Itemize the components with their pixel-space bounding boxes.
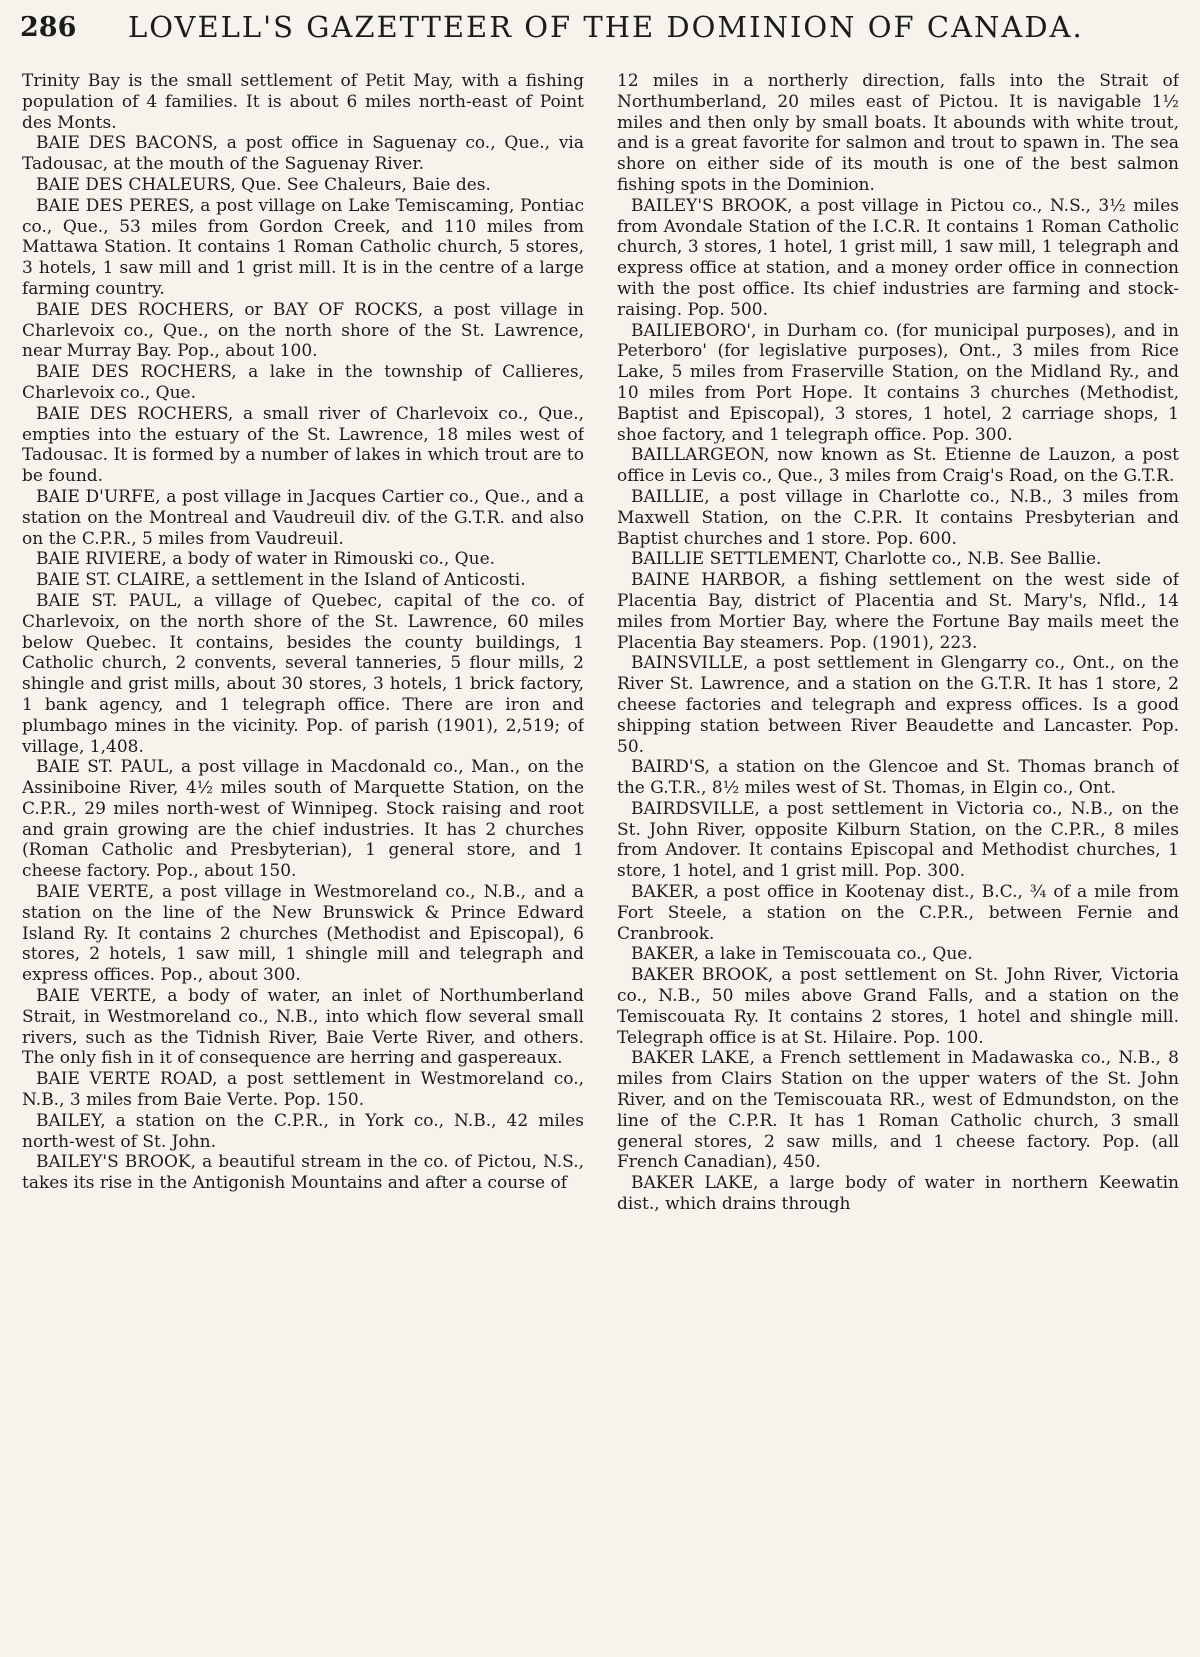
entry-paragraph: BAIE ST. CLAIRE, a settlement in the Island of Anticosti.	[36, 570, 526, 591]
page-number: 286	[20, 12, 77, 43]
entry-paragraph: BAIE DES ROCHERS, or BAY OF ROCKS, a post village in Charlevoix co., Que., on the north shore of the St. Lawrence, near Murray Bay. Pop., about 100.	[22, 299, 584, 362]
entry-paragraph: BAILEY'S BROOK, a beautiful stream in the co. of Pictou, N.S., takes its rise in the Antigonish Mountains and after a course of	[22, 1152, 584, 1194]
entry-paragraph: BAIE VERTE ROAD, a post settlement in Westmoreland co., N.B., 3 miles from Baie Verte. Pop. 150.	[22, 1069, 584, 1111]
entry-paragraph: BAILLIE SETTLEMENT, Charlotte co., N.B. See Ballie.	[631, 549, 1102, 570]
entry-paragraph: BAIE VERTE, a body of water, an inlet of Northumberland Strait, in Westmoreland co., N.B., into which flow several small rivers, such as the Tidnish River, Baie Verte River, and others. The only fish in it of consequence are herring and gaspereaux.	[22, 986, 584, 1069]
entry-paragraph: BAKER, a lake in Temiscouata co., Que.	[631, 944, 973, 965]
entry-paragraph: BAILEY'S BROOK, a post village in Pictou co., N.S., 3½ miles from Avondale Station of the I.C.R. It contains 1 Roman Catholic church, 3 stores, 1 hotel, 1 grist mill, 1 saw mill, 1 telegraph and express office at station, and a money order office in connection with the post office. Its chief industries are farming and stock-raising. Pop. 500.	[617, 195, 1179, 320]
entry-paragraph: BAIE DES ROCHERS, a small river of Charlevoix co., Que., empties into the estuary of the St. Lawrence, 18 miles west of Tadousac. It is formed by a number of lakes in which trout are to be found.	[22, 403, 584, 487]
entry-paragraph: BAILLARGEON, now known as St. Etienne de Lauzon, a post office in Levis co., Que., 3 miles from Craig's Road, on the G.T.R.	[617, 445, 1179, 487]
entry-paragraph: BAIE DES PERES, a post village on Lake Temiscaming, Pontiac co., Que., 53 miles from Gordon Creek, and 110 miles from Mattawa Station. It contains 1 Roman Catholic church, 5 stores, 3 hotels, 1 saw mill and 1 grist mill. It is in the centre of a large farming country.	[22, 195, 584, 299]
entry-paragraph: BAILEY, a station on the C.P.R., in York co., N.B., 42 miles north-west of St. John.	[22, 1110, 584, 1152]
entry-paragraph: BAILLIE, a post village in Charlotte co., N.B., 3 miles from Maxwell Station, on the C.P.R. It contains Presbyterian and Baptist churches and 1 store. Pop. 600.	[617, 486, 1179, 549]
page-header	[0, 6, 1200, 56]
entry-paragraph: BAKER LAKE, a French settlement in Madawaska co., N.B., 8 miles from Clairs Station on the upper waters of the St. John River, and on the Temiscouata RR., west of Edmundston, on the line of the C.P.R. It has 1 Roman Catholic church, 3 small general stores, 2 saw mills, and 1 cheese factory. Pop. (all French Canadian), 450.	[617, 1048, 1179, 1173]
running-title: LOVELL'S GAZETTEER OF THE DOMINION OF CANADA.	[128, 10, 1084, 44]
entry-paragraph: BAIE D'URFE, a post village in Jacques Cartier co., Que., and a station on the Montreal and Vaudreuil div. of the G.T.R. and also on the C.P.R., 5 miles from Vaudreuil.	[22, 486, 584, 549]
entry-paragraph: BAIE VERTE, a post village in Westmoreland co., N.B., and a station on the line of the New Brunswick & Prince Edward Island Ry. It contains 2 churches (Methodist and Episcopal), 6 stores, 2 hotels, 1 saw mill, 1 shingle mill and telegraph and express offices. Pop., about 300.	[22, 882, 584, 986]
right-column	[617, 71, 1179, 1651]
entry-paragraph: BAKER BROOK, a post settlement on St. John River, Victoria co., N.B., 50 miles above Grand Falls, and a station on the Temiscouata Ry. It contains 2 stores, 1 hotel and shingle mill. Telegraph office is at St. Hilaire. Pop. 100.	[617, 965, 1179, 1048]
entry-paragraph: BAIE ST. PAUL, a village of Quebec, capital of the co. of Charlevoix, on the north shore of the St. Lawrence, 60 miles below Quebec. It contains, besides the county buildings, 1 Catholic church, 2 convents, several tanneries, 5 flour mills, 2 shingle and grist mills, about 30 stores, 3 hotels, 1 brick factory, 1 bank agency, and 1 telegraph office. There are iron and plumbago mines in the vicinity. Pop. of parish (1901), 2,519; of village, 1,408.	[22, 590, 584, 757]
entry-paragraph: BAIE DES ROCHERS, a lake in the township of Callieres, Charlevoix co., Que.	[22, 362, 584, 403]
entry-paragraph: 12 miles in a northerly direction, falls into the Strait of Northumberland, 20 miles east of Pictou. It is navigable 1½ miles and then only by small boats. It abounds with white trout, and is a great favorite for salmon and trout to spawn in. The sea shore on either side of its mouth is one of the best salmon fishing spots in the Dominion.	[617, 71, 1179, 195]
entry-paragraph: BAILIEBORO', in Durham co. (for municipal purposes), and in Peterboro' (for legislative purposes), Ont., 3 miles from Rice Lake, 5 miles from Fraserville Station, on the Midland Ry., and 10 miles from Port Hope. It contains 3 churches (Methodist, Baptist and Episcopal), 3 stores, 1 hotel, 2 carriage shops, 1 shoe factory, and 1 telegraph office. Pop. 300.	[617, 320, 1179, 445]
entry-paragraph: BAIRDSVILLE, a post settlement in Victoria co., N.B., on the St. John River, opposite Kilburn Station, on the C.P.R., 8 miles from Andover. It contains Episcopal and Methodist churches, 1 store, 1 hotel, and 1 grist mill. Pop. 300.	[617, 798, 1179, 882]
entry-paragraph: BAIE DES BACONS, a post office in Saguenay co., Que., via Tadousac, at the mouth of the Saguenay River.	[22, 133, 584, 175]
entry-paragraph: Trinity Bay is the small settlement of Petit May, with a fishing population of 4 families. It is about 6 miles north-east of Point des Monts.	[22, 71, 584, 133]
entry-paragraph: BAKER LAKE, a large body of water in northern Keewatin dist., which drains through	[617, 1173, 1179, 1215]
entry-paragraph: BAIRD'S, a station on the Glencoe and St. Thomas branch of the G.T.R., 8½ miles west of St. Thomas, in Elgin co., Ont.	[617, 757, 1179, 799]
entry-paragraph: BAIE RIVIERE, a body of water in Rimouski co., Que.	[36, 549, 496, 570]
entry-paragraph: BAINSVILLE, a post settlement in Glengarry co., Ont., on the River St. Lawrence, and a station on the G.T.R. It has 1 store, 2 cheese factories and telegraph and express offices. Is a good shipping station between River Beaudette and Lancaster. Pop. 50.	[617, 653, 1179, 757]
entry-paragraph: BAIE DES CHALEURS, Que. See Chaleurs, Baie des.	[36, 174, 491, 195]
left-column	[22, 71, 584, 1651]
entry-paragraph: BAINE HARBOR, a fishing settlement on the west side of Placentia Bay, district of Placentia and St. Mary's, Nfld., 14 miles from Mortier Bay, where the Fortune Bay mails meet the Placentia Bay steamers. Pop. (1901), 223.	[617, 570, 1179, 653]
entry-paragraph: BAIE ST. PAUL, a post village in Macdonald co., Man., on the Assiniboine River, 4½ miles south of Marquette Station, on the C.P.R., 29 miles north-west of Winnipeg. Stock raising and root and grain growing are the chief industries. It has 2 churches (Roman Catholic and Presbyterian), 1 general store, and 1 cheese factory. Pop., about 150.	[22, 757, 584, 882]
entry-paragraph: BAKER, a post office in Kootenay dist., B.C., ¾ of a mile from Fort Steele, a station on the C.P.R., between Fernie and Cranbrook.	[617, 882, 1179, 944]
